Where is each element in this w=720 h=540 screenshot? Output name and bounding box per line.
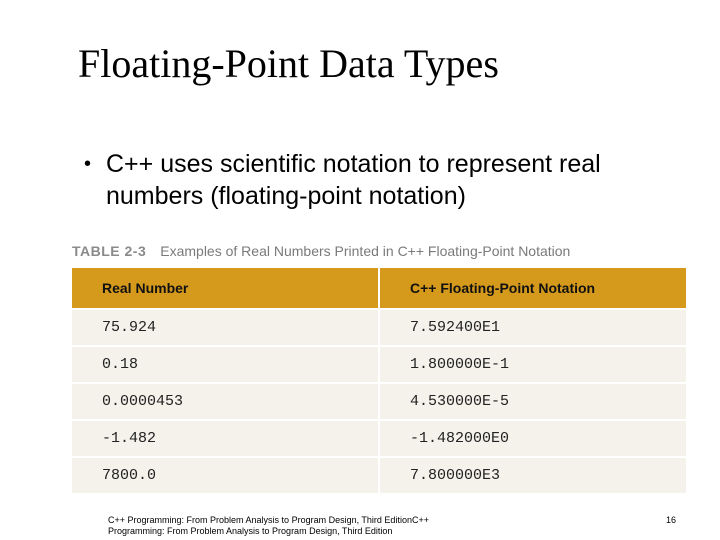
data-table	[72, 268, 686, 495]
table-row	[72, 421, 686, 458]
table-panel	[72, 268, 686, 494]
slide-title: Floating-Point Data Types	[78, 41, 499, 86]
table-header-row	[72, 268, 686, 310]
cell-real-number: 7800.0	[72, 458, 380, 495]
table-caption-text: Examples of Real Numbers Printed in C++ Floating-Point Notation	[160, 243, 571, 259]
page-number: 16	[666, 515, 677, 525]
cell-real-number: -1.482	[72, 421, 380, 458]
table-row	[72, 458, 686, 495]
table-label: TABLE 2-3	[72, 243, 147, 259]
cell-floating-point: 1.800000E-1	[380, 347, 686, 384]
cell-floating-point: -1.482000E0	[380, 421, 686, 458]
footer-text: C++ Programming: From Problem Analysis to Program Design, Third EditionC++ Programming: From Problem Analysis to Program Design, Third Edition	[108, 515, 429, 536]
bullet-icon: •	[84, 153, 92, 175]
cell-floating-point: 7.800000E3	[380, 458, 686, 495]
cell-real-number: 75.924	[72, 310, 380, 347]
cell-real-number: 0.0000453	[72, 384, 380, 421]
cell-floating-point: 4.530000E-5	[380, 384, 686, 421]
table-row	[72, 384, 686, 421]
bullet-text: C++ uses scientific notation to represent real numbers (floating-point notation)	[106, 150, 601, 210]
header-real-number: Real Number	[72, 268, 380, 310]
cell-floating-point: 7.592400E1	[380, 310, 686, 347]
bullet-item	[84, 148, 684, 212]
cell-real-number: 0.18	[72, 347, 380, 384]
table-row	[72, 347, 686, 384]
table-row	[72, 310, 686, 347]
header-floating-point: C++ Floating-Point Notation	[380, 268, 686, 310]
table-caption	[72, 243, 570, 259]
